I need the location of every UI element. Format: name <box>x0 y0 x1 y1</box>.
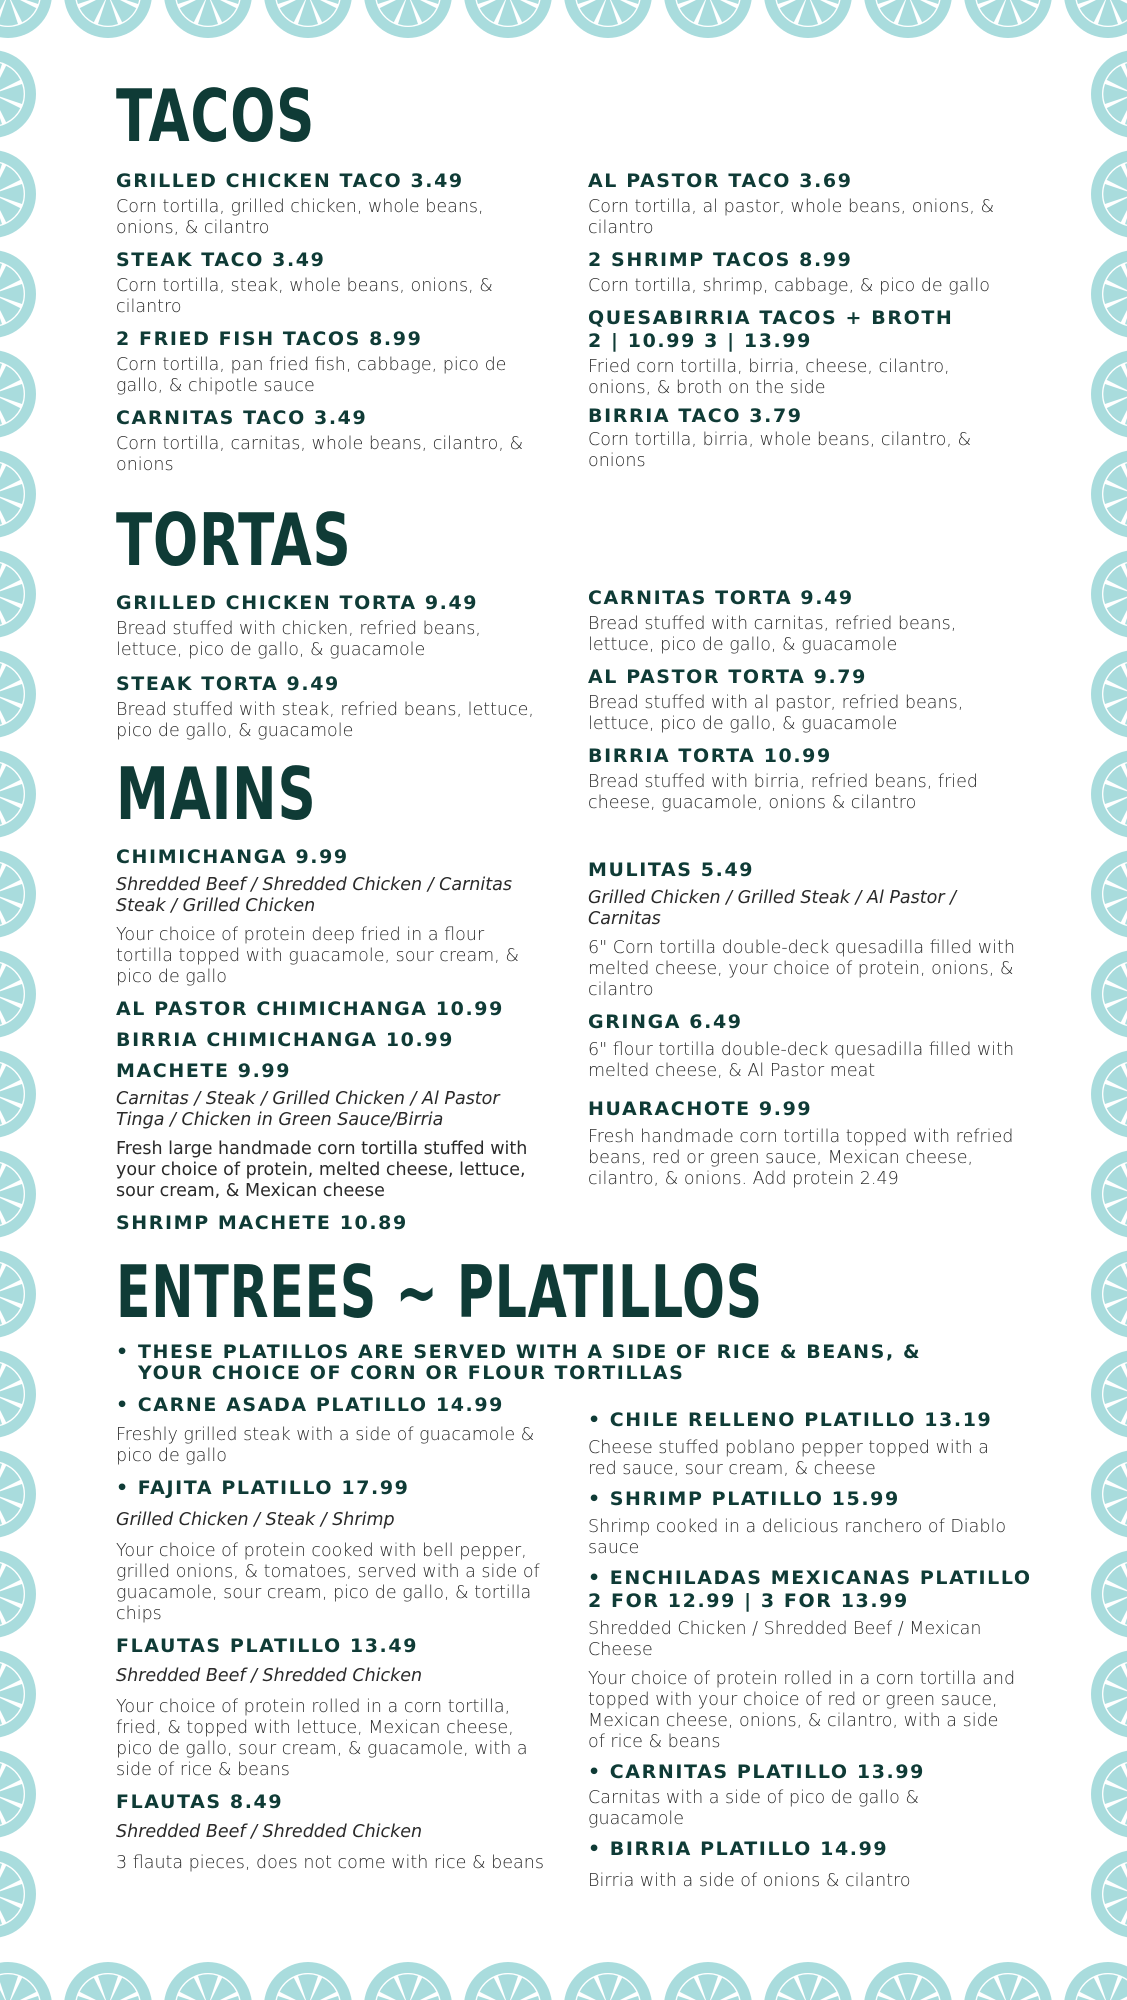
item-title: QUESABIRRIA TACOS + BROTH <box>588 307 954 329</box>
menu-item <box>116 1394 546 1467</box>
menu-item <box>116 1791 546 1874</box>
entrees-right-column <box>588 1409 1032 1892</box>
item-title: BIRRIA CHIMICHANGA 10.99 <box>116 1029 454 1051</box>
menu-item <box>588 859 1018 1001</box>
item-description: Bread stuffed with carnitas, refried beans, lettuce, pico de gallo, & guacamole <box>588 614 957 655</box>
item-title: BIRRIA TACO 3.79 <box>588 405 803 427</box>
item-description: Corn tortilla, al pastor, whole beans, onions, & cilantro <box>588 197 995 238</box>
menu-item <box>588 587 1018 656</box>
menu-item <box>588 170 1018 239</box>
menu-item <box>588 307 1018 399</box>
item-description: Corn tortilla, carnitas, whole beans, cilantro, & onions <box>116 434 524 475</box>
item-title: 2 SHRIMP TACOS 8.99 <box>588 249 853 271</box>
item-description: Your choice of protein rolled in a corn tortilla, fried, & topped with lettuce, Mexican cheese, pico de gallo, sour cream, & guacamole, with a side of rice & beans <box>116 1697 528 1780</box>
item-title: SHRIMP MACHETE 10.89 <box>116 1212 408 1234</box>
item-description: Your choice of protein rolled in a corn tortilla and topped with your choice of red or green sauce, Mexican cheese, onions, & cilantro, with a side of rice & beans <box>588 1669 1016 1752</box>
item-title: GRILLED CHICKEN TACO 3.49 <box>116 170 464 192</box>
menu-item <box>116 1060 546 1202</box>
item-title: STEAK TORTA 9.49 <box>116 673 340 695</box>
item-title: FLAUTAS 8.49 <box>116 1791 284 1813</box>
item-title: MULITAS 5.49 <box>588 859 755 881</box>
entrees-heading: ENTREES ~ PLATILLOS <box>116 1250 763 1334</box>
item-title: GRILLED CHICKEN TORTA 9.49 <box>116 592 479 614</box>
item-title: AL PASTOR TACO 3.69 <box>588 170 853 192</box>
menu-item <box>116 170 546 239</box>
item-options: Shredded Beef / Shredded Chicken <box>116 1666 423 1686</box>
item-description: Bread stuffed with birria, refried beans, fried cheese, guacamole, onions & cilantro <box>588 772 979 813</box>
item-description: Birria with a side of onions & cilantro <box>588 1871 911 1891</box>
tacos-left-column <box>116 170 546 476</box>
menu-item <box>588 1761 1018 1830</box>
item-description: Corn tortilla, grilled chicken, whole beans, onions, & cilantro <box>116 197 484 238</box>
item-title: • SHRIMP PLATILLO 15.99 <box>588 1488 1018 1511</box>
item-description: Bread stuffed with chicken, refried beans, lettuce, pico de gallo, & guacamole <box>116 619 481 660</box>
item-title: CARNITAS TACO 3.49 <box>116 407 368 429</box>
item-title: AL PASTOR TORTA 9.79 <box>588 666 867 688</box>
item-description: Corn tortilla, steak, whole beans, onions, & cilantro <box>116 276 493 317</box>
item-description: 6" flour tortilla double-deck quesadilla filled with melted cheese, & Al Pastor meat <box>588 1040 1015 1081</box>
item-title: HUARACHOTE 9.99 <box>588 1098 813 1120</box>
item-options: Shredded Beef / Shredded Chicken <box>116 1822 423 1842</box>
mains-left-column <box>116 846 546 1235</box>
item-description: Corn tortilla, birria, whole beans, cilantro, & onions <box>588 430 972 471</box>
item-description: 6" Corn tortilla double-deck quesadilla filled with melted cheese, your choice of protein, onions, & cilantro <box>588 938 1015 1000</box>
item-title: AL PASTOR CHIMICHANGA 10.99 <box>116 998 504 1020</box>
item-price-line: 2 FOR 12.99 | 3 FOR 13.99 <box>588 1590 909 1612</box>
item-options: Grilled Chicken / Steak / Shrimp <box>116 1510 395 1530</box>
menu-item <box>116 1029 546 1052</box>
tacos-heading: TACOS <box>116 74 316 158</box>
item-title: • CARNE ASADA PLATILLO 14.99 <box>116 1394 546 1417</box>
tacos-right-column <box>588 170 1018 472</box>
item-description: Carnitas with a side of pico de gallo & guacamole <box>588 1788 920 1829</box>
menu-item <box>588 1098 1018 1190</box>
item-description: Fresh large handmade corn tortilla stuffed with your choice of protein, melted cheese, lettuce, sour cream, & Mexican cheese <box>116 1139 528 1201</box>
item-description: Corn tortilla, pan fried fish, cabbage, pico de gallo, & chipotle sauce <box>116 355 507 396</box>
menu-item <box>116 1477 546 1625</box>
item-title: FLAUTAS PLATILLO 13.49 <box>116 1635 419 1657</box>
menu-item <box>116 328 546 397</box>
item-description: Your choice of protein cooked with bell pepper, grilled onions, & tomatoes, served with a side of guacamole, sour cream, pico de gallo, & tortilla chips <box>116 1541 540 1624</box>
item-title: MACHETE 9.99 <box>116 1060 292 1082</box>
item-description: Shrimp cooked in a delicious ranchero of Diablo sauce <box>588 1517 1007 1558</box>
menu-item <box>116 1212 546 1235</box>
menu-item <box>588 666 1018 735</box>
platillos-note: • THESE PLATILLOS ARE SERVED WITH A SIDE OF RICE & BEANS, & YOUR CHOICE OF CORN OR FLOUR TORTILLAS <box>116 1342 978 1384</box>
item-title: • CARNITAS PLATILLO 13.99 <box>588 1761 1018 1784</box>
item-title: • BIRRIA PLATILLO 14.99 <box>588 1838 1018 1861</box>
item-description: Corn tortilla, shrimp, cabbage, & pico de gallo <box>588 276 990 296</box>
item-options: Carnitas / Steak / Grilled Chicken / Al Pastor Tinga / Chicken in Green Sauce/Birria <box>116 1089 500 1130</box>
item-title: 2 FRIED FISH TACOS 8.99 <box>116 328 423 350</box>
menu-item <box>116 673 546 742</box>
item-price-line: 2 | 10.99 3 | 13.99 <box>588 330 812 352</box>
item-options: Grilled Chicken / Grilled Steak / Al Pastor / Carnitas <box>588 888 956 929</box>
menu-item <box>588 1011 1018 1082</box>
item-title: STEAK TACO 3.49 <box>116 249 326 271</box>
item-description: Your choice of protein deep fried in a flour tortilla topped with guacamole, sour cream, & pico de gallo <box>116 925 519 987</box>
tortas-heading: TORTAS <box>116 498 352 582</box>
menu-item <box>116 1635 546 1781</box>
item-description: Freshly grilled steak with a side of guacamole & pico de gallo <box>116 1425 535 1466</box>
item-description: Bread stuffed with al pastor, refried beans, lettuce, pico de gallo, & guacamole <box>588 693 964 734</box>
item-title: CARNITAS TORTA 9.49 <box>588 587 854 609</box>
menu-item <box>116 846 546 988</box>
item-description: Cheese stuffed poblano pepper topped with a red sauce, sour cream, & cheese <box>588 1438 989 1479</box>
menu-item <box>588 249 1018 297</box>
menu-item <box>116 407 546 476</box>
item-title: BIRRIA TORTA 10.99 <box>588 745 832 767</box>
item-title: CHIMICHANGA 9.99 <box>116 846 349 868</box>
item-description: Bread stuffed with steak, refried beans, lettuce, pico de gallo, & guacamole <box>116 700 534 741</box>
tortas-right-column <box>588 587 1018 814</box>
menu-item <box>588 1409 1018 1480</box>
menu-item <box>116 249 546 318</box>
item-options: Shredded Chicken / Shredded Beef / Mexican Cheese <box>588 1619 982 1660</box>
menu-item <box>116 592 546 661</box>
item-title: GRINGA 6.49 <box>588 1011 743 1033</box>
item-description: 3 flauta pieces, does not come with rice & beans <box>116 1853 544 1873</box>
item-title: • ENCHILADAS MEXICANAS PLATILLO <box>588 1567 1018 1590</box>
item-description: Fresh handmade corn tortilla topped with refried beans, red or green sauce, Mexican cheese, cilantro, & onions. Add protein 2.49 <box>588 1127 1014 1189</box>
mains-right-column <box>588 859 1018 1190</box>
entrees-left-column <box>116 1394 546 1874</box>
menu-item <box>588 1567 1032 1753</box>
tortas-left-column <box>116 592 546 742</box>
menu-item <box>116 998 546 1021</box>
menu-item <box>588 1838 1018 1892</box>
item-description: Fried corn tortilla, birria, cheese, cilantro, onions, & broth on the side <box>588 357 950 398</box>
item-title: • FAJITA PLATILLO 17.99 <box>116 1477 546 1500</box>
item-options: Shredded Beef / Shredded Chicken / Carnitas Steak / Grilled Chicken <box>116 875 512 916</box>
menu-item <box>588 1488 1018 1559</box>
menu-item <box>588 405 1018 472</box>
item-title: • CHILE RELLENO PLATILLO 13.19 <box>588 1409 1018 1432</box>
menu-item <box>588 745 1018 814</box>
mains-heading: MAINS <box>116 752 317 836</box>
